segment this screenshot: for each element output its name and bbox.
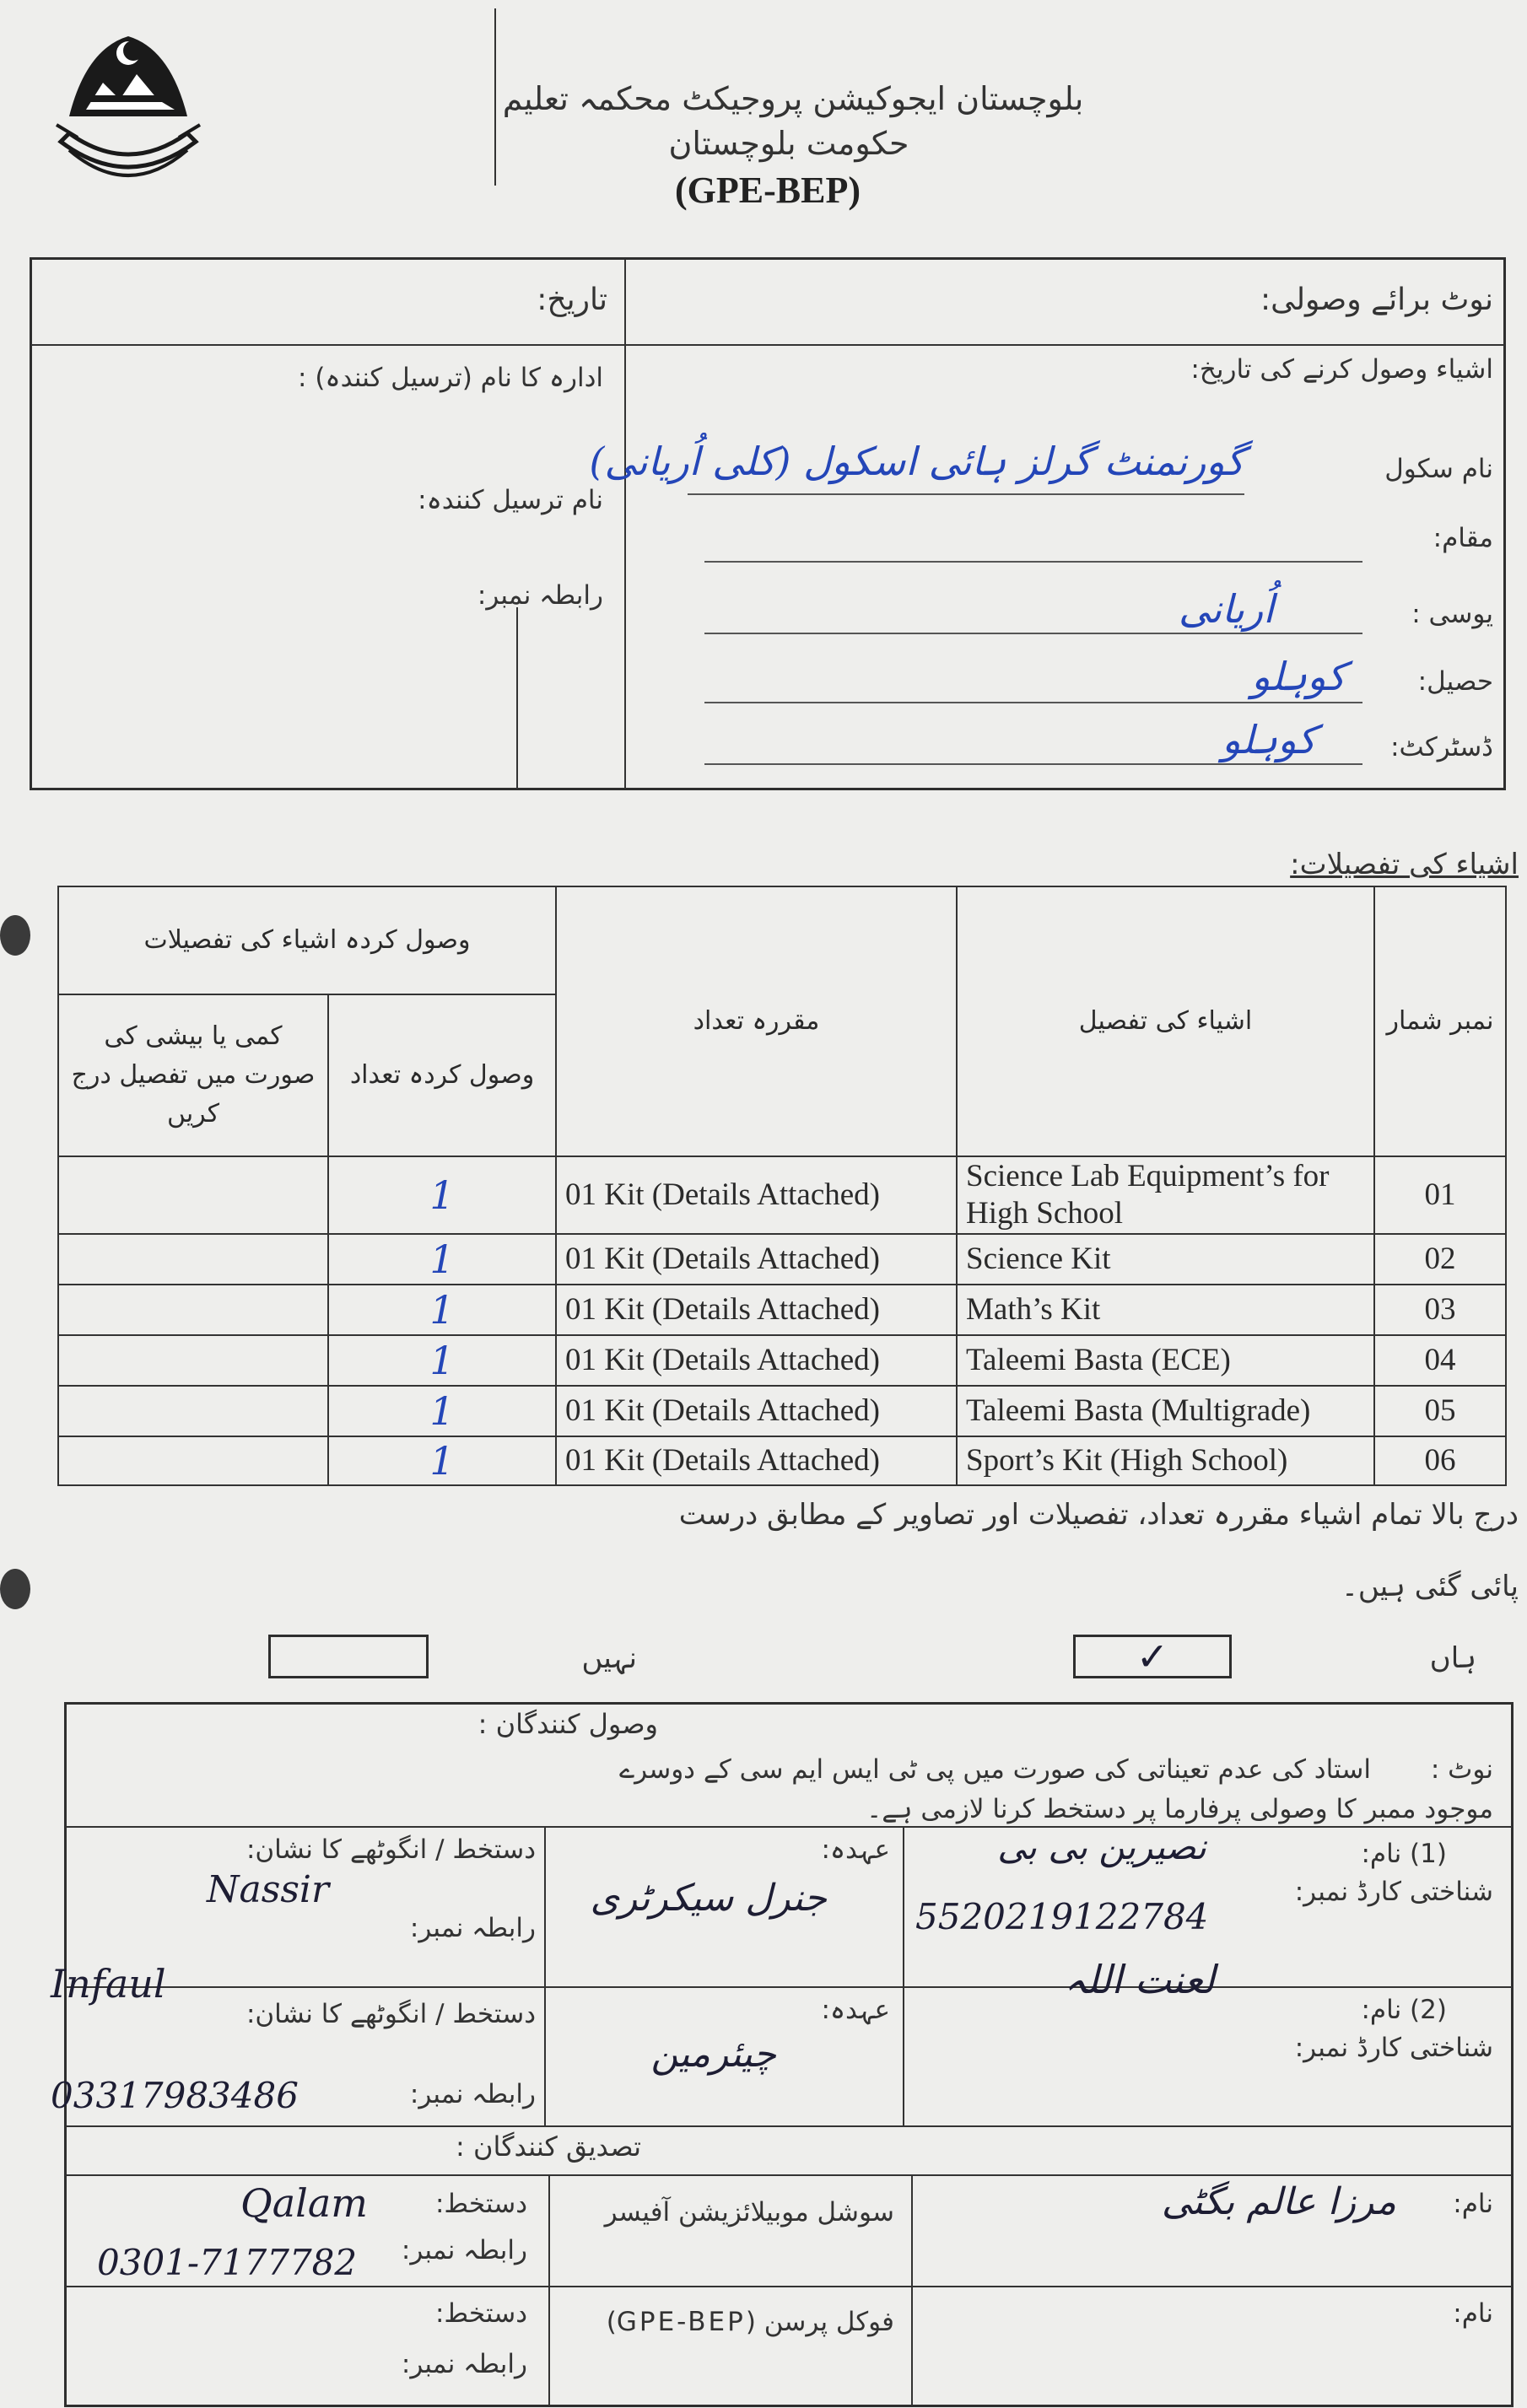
received-qty-cell: 1 bbox=[328, 1335, 556, 1386]
serial-cell: 05 bbox=[1374, 1386, 1506, 1436]
receiver1-cnic-value: 5520219122784 bbox=[915, 1896, 1209, 1937]
tehsil-line bbox=[704, 702, 1362, 703]
receiver2-sign-label: دستخط / انگوٹھے کا نشان: bbox=[246, 1999, 536, 2029]
serial-number-header: نمبر شمار bbox=[1374, 886, 1506, 1156]
items-table bbox=[57, 886, 1507, 1486]
shortfall-header: کمی یا بیشی کی صورت میں تفصیل درج کریں bbox=[58, 994, 328, 1156]
table-row bbox=[58, 1285, 1506, 1335]
receiver1-cnic-label: شناختی کارڈ نمبر: bbox=[1294, 1877, 1493, 1907]
item-description-cell: Taleemi Basta (ECE) bbox=[957, 1335, 1374, 1386]
serial-cell: 03 bbox=[1374, 1285, 1506, 1335]
note-for-receipt-label: نوٹ برائے وصولی: bbox=[1260, 283, 1493, 317]
sender-org-label: ادارہ کا نام (ترسیل کنندہ) : bbox=[298, 363, 603, 393]
verifiers-col-a bbox=[911, 2174, 913, 2405]
received-qty-cell: 1 bbox=[328, 1234, 556, 1285]
receiver1-post-value: جنرل سیکرٹری bbox=[590, 1877, 827, 1920]
shortfall-cell bbox=[58, 1234, 328, 1285]
verifiers-row-top bbox=[66, 2174, 1512, 2176]
place-label: مقام: bbox=[1433, 523, 1493, 553]
received-qty-header: وصول کردہ تعداد bbox=[328, 994, 556, 1156]
verifier1-contact-value: 0301-7177782 bbox=[97, 2242, 358, 2283]
verifier2-contact-label: رابطہ نمبر: bbox=[401, 2349, 527, 2379]
verifiers-title: تصدیق کنندگان : bbox=[456, 2131, 641, 2163]
yes-label: ہاں bbox=[1429, 1641, 1476, 1675]
school-name-label: نام سکول bbox=[1384, 454, 1493, 484]
verifier1-name-label: نام: bbox=[1453, 2189, 1493, 2219]
receiver2-cnic-label: شناختی کارڈ نمبر: bbox=[1294, 2033, 1493, 2063]
binder-hole-top bbox=[0, 915, 30, 956]
receiver2-contact-value: 03317983486 bbox=[51, 2075, 299, 2116]
shortfall-cell bbox=[58, 1156, 328, 1234]
confirmation-line-2: پائی گئی ہیں۔ bbox=[1341, 1570, 1519, 1603]
fixed-qty-header: مقررہ تعداد bbox=[556, 886, 957, 1156]
received-qty-cell: 1 bbox=[328, 1156, 556, 1234]
fixed-qty-cell: 01 Kit (Details Attached) bbox=[556, 1234, 957, 1285]
item-description-cell: Science Lab Equipment’s for High School bbox=[957, 1156, 1374, 1234]
binder-hole-bottom bbox=[0, 1569, 30, 1609]
receivers-note-line-1: استاد کی عدم تعیناتی کی صورت میں پی ٹی ایس ایم سی کے دوسرے bbox=[618, 1754, 1371, 1785]
verifiers-row-middle bbox=[66, 2286, 1512, 2287]
table-row bbox=[58, 1386, 1506, 1436]
school-name-value: گورنمنٹ گرلز ہائی اسکول (کلی اُریانی) bbox=[589, 439, 1244, 484]
shortfall-cell bbox=[58, 1285, 328, 1335]
header-line-1: بلوچستان ایجوکیشن پروجیکٹ محکمہ تعلیم bbox=[502, 80, 1084, 117]
receiver2-post-label: عہدہ: bbox=[821, 1995, 890, 2025]
received-qty-cell: 1 bbox=[328, 1386, 556, 1436]
receive-date-label: اشیاء وصول کرنے کی تاریخ: bbox=[1190, 354, 1493, 385]
receiver2-post-value: چیئرمین bbox=[650, 2033, 776, 2076]
receiver2-name-label: (2) نام: bbox=[1361, 1995, 1447, 2025]
receiver2-signature: Infaul bbox=[51, 1961, 166, 2007]
receivers-title: وصول کنندگان : bbox=[478, 1708, 658, 1740]
receipt-top-row-divider bbox=[31, 344, 1504, 346]
school-name-line bbox=[688, 493, 1244, 495]
fixed-qty-cell: 01 Kit (Details Attached) bbox=[556, 1285, 957, 1335]
receivers-col-b bbox=[544, 1826, 546, 2125]
received-qty-cell: 1 bbox=[328, 1285, 556, 1335]
tehsil-value: کوہلو bbox=[1251, 654, 1346, 699]
sender-contact-label: رابطہ نمبر: bbox=[477, 580, 603, 611]
verifier2-sign-label: دستخط: bbox=[434, 2298, 527, 2329]
receipt-info-box bbox=[30, 257, 1506, 790]
item-description-cell: Math’s Kit bbox=[957, 1285, 1374, 1335]
serial-cell: 06 bbox=[1374, 1436, 1506, 1485]
fixed-qty-cell: 01 Kit (Details Attached) bbox=[556, 1436, 957, 1485]
no-checkbox[interactable] bbox=[268, 1635, 429, 1678]
received-details-header: وصول کردہ اشیاء کی تفصیلات bbox=[58, 886, 556, 994]
table-row bbox=[58, 1156, 1506, 1234]
shortfall-cell bbox=[58, 1335, 328, 1386]
header-line-2: حکومت بلوچستان bbox=[668, 125, 909, 162]
verifier1-post: سوشل موبیلائزیشن آفیسر bbox=[604, 2197, 894, 2228]
yes-checkbox[interactable] bbox=[1073, 1635, 1232, 1678]
verifier1-contact-label: رابطہ نمبر: bbox=[401, 2235, 527, 2265]
receiver1-name-label: (1) نام: bbox=[1361, 1839, 1447, 1869]
date-label: تاریخ: bbox=[537, 283, 607, 317]
receipt-column-divider bbox=[624, 259, 626, 789]
receiver1-post-label: عہدہ: bbox=[821, 1834, 890, 1865]
shortfall-cell bbox=[58, 1436, 328, 1485]
item-description-cell: Taleemi Basta (Multigrade) bbox=[957, 1386, 1374, 1436]
verifier1-sign-label: دستخط: bbox=[434, 2189, 527, 2219]
receiver2-contact-label: رابطہ نمبر: bbox=[409, 2079, 536, 2109]
district-line bbox=[704, 763, 1362, 765]
district-label: ڈسٹرکٹ: bbox=[1390, 732, 1493, 762]
district-value: کوہلو bbox=[1222, 717, 1316, 762]
uc-line bbox=[704, 633, 1362, 634]
receivers-col-a bbox=[903, 1826, 904, 2125]
details-title: اشیاء کی تفصیلات: bbox=[1290, 848, 1519, 881]
receivers-note-label: نوٹ : bbox=[1430, 1754, 1493, 1785]
uc-label: یوسی : bbox=[1411, 599, 1493, 629]
government-emblem-logo bbox=[52, 15, 204, 209]
verifier1-signature: Qalam bbox=[240, 2180, 368, 2226]
receiver1-signature: Nassir bbox=[207, 1868, 329, 1911]
received-qty-cell: 1 bbox=[328, 1436, 556, 1485]
verifier1-name-value: مرزا عالم بگٹی bbox=[1161, 2180, 1396, 2223]
verifiers-col-b bbox=[548, 2174, 550, 2405]
header-project-code: (GPE-BEP) bbox=[675, 170, 861, 211]
fixed-qty-cell: 01 Kit (Details Attached) bbox=[556, 1386, 957, 1436]
item-description-cell: Sport’s Kit (High School) bbox=[957, 1436, 1374, 1485]
place-line bbox=[704, 561, 1362, 563]
uc-value: اُریانی bbox=[1179, 586, 1274, 632]
receiver1-contact-label: رابطہ نمبر: bbox=[409, 1913, 536, 1943]
receivers-row-top bbox=[66, 1826, 1512, 1828]
item-description-cell: Science Kit bbox=[957, 1234, 1374, 1285]
receiver1-sign-label: دستخط / انگوٹھے کا نشان: bbox=[246, 1834, 536, 1865]
item-description-header: اشیاء کی تفصیل bbox=[957, 886, 1374, 1156]
verifier2-name-label: نام: bbox=[1453, 2298, 1493, 2329]
receiver2-name-value: لعنت اللہ bbox=[1064, 1957, 1215, 2002]
tehsil-label: حصیل: bbox=[1417, 666, 1493, 697]
fixed-qty-cell: 01 Kit (Details Attached) bbox=[556, 1156, 957, 1234]
receipt-sub-divider bbox=[516, 607, 518, 789]
fixed-qty-cell: 01 Kit (Details Attached) bbox=[556, 1335, 957, 1386]
sender-name-label: نام ترسیل کنندہ: bbox=[418, 485, 603, 515]
serial-cell: 04 bbox=[1374, 1335, 1506, 1386]
table-row bbox=[58, 1234, 1506, 1285]
receivers-note-line-2: موجود ممبر کا وصولی پرفارما پر دستخط کرنا لازمی ہے۔ bbox=[866, 1794, 1493, 1824]
serial-cell: 01 bbox=[1374, 1156, 1506, 1234]
receivers-row-bottom bbox=[66, 2125, 1512, 2127]
receivers-row-middle bbox=[66, 1986, 1512, 1988]
table-row bbox=[58, 1436, 1506, 1485]
confirmation-line-1: درج بالا تمام اشیاء مقررہ تعداد، تفصیلات اور تصاویر کے مطابق درست bbox=[678, 1498, 1519, 1532]
verifier2-post: فوکل پرسن (GPE-BEP) bbox=[606, 2307, 894, 2337]
yes-check-mark: ✓ bbox=[1136, 1634, 1169, 1679]
table-row bbox=[58, 1335, 1506, 1386]
no-label: نہیں bbox=[581, 1641, 637, 1675]
serial-cell: 02 bbox=[1374, 1234, 1506, 1285]
shortfall-cell bbox=[58, 1386, 328, 1436]
receiver1-name-value: نصیرین بی بی bbox=[997, 1826, 1206, 1867]
